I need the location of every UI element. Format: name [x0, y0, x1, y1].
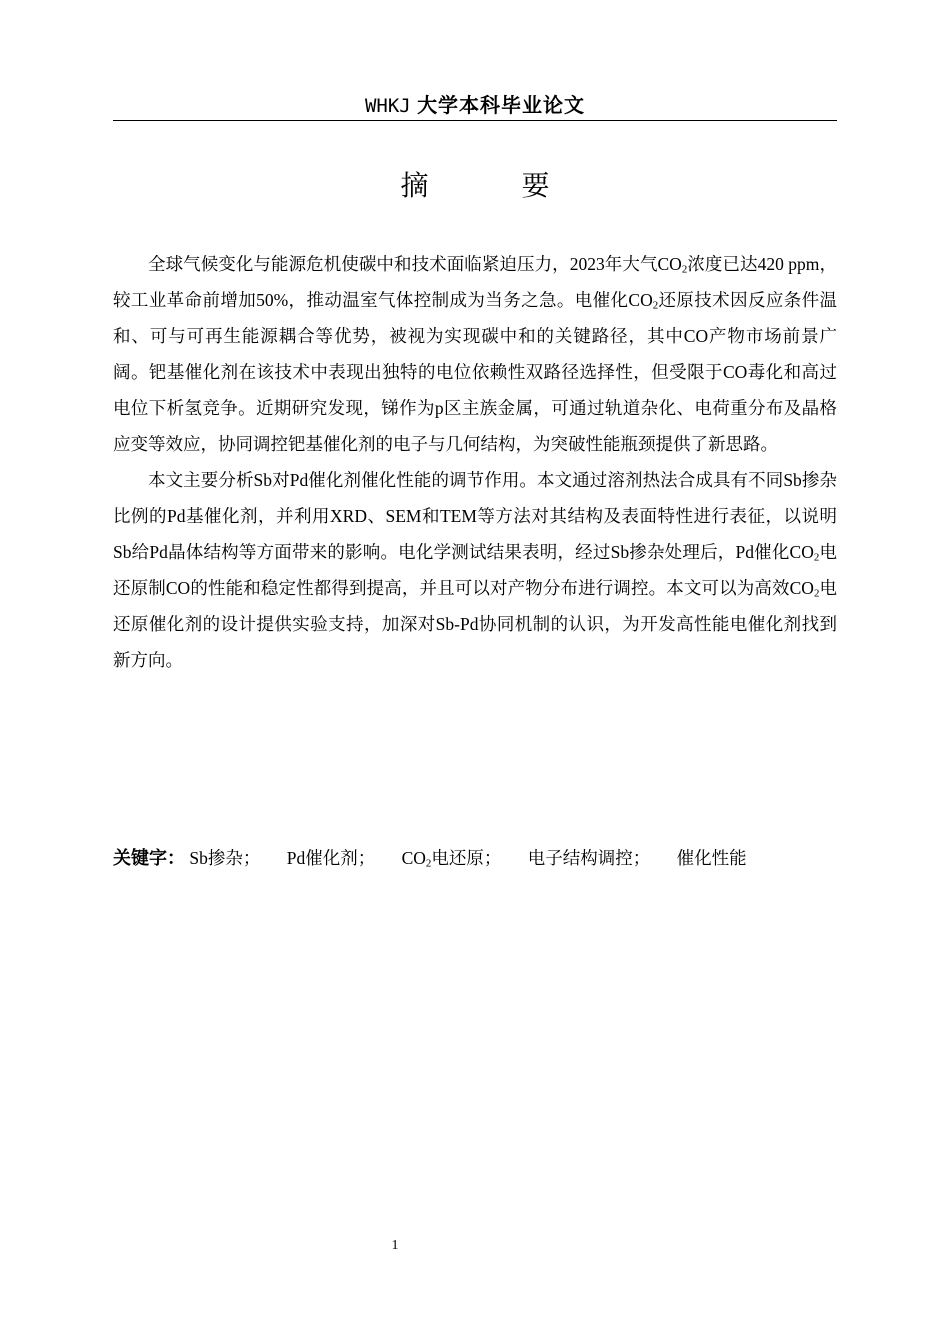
keywords-label: 关键字：: [113, 848, 185, 869]
abstract-paragraph-1: [113, 246, 837, 462]
abstract-p1-text-2: 浓度已达420 ppm，较工业革命前增加50%，推动温室气体控制成为当务之急。电催化CO: [113, 254, 837, 310]
subscript: 2: [425, 857, 432, 870]
keyword-3-pre: CO: [401, 848, 426, 868]
abstract-p1-text-1: 全球气候变化与能源危机使碳中和技术面临紧迫压力，2023年大气CO: [148, 254, 682, 274]
subscript: 2: [681, 263, 688, 276]
keyword-4: 电子结构调控；: [527, 848, 651, 868]
header-rule: [113, 120, 837, 121]
abstract-p1-text-3: 还原技术因反应条件温和、可与可再生能源耦合等优势，被视为实现碳中和的关键路径，其中CO产物市场前景广阔。钯基催化剂在该技术中表现出独特的电位依赖性双路径选择性，但受限于CO毒化和高过电位下析氢竞争。近期研究发现，锑作为p区主族金属，可通过轨道杂化、电荷重分布及晶格应变等效应，协同调控钯基催化剂的电子与几何结构，为突破性能瓶颈提供了新思路。: [113, 290, 838, 454]
subscript: 2: [813, 551, 820, 564]
header-title: 大学本科毕业论文: [417, 93, 586, 117]
running-header: [113, 92, 837, 119]
abstract-body: [113, 246, 837, 678]
abstract-p2-text-2: 电还原制CO的性能和稳定性都得到提高，并且可以对产物分布进行调控。本文可以为高效CO: [113, 542, 837, 598]
abstract-heading: 摘 要: [400, 169, 592, 202]
subscript: 2: [813, 587, 820, 600]
keyword-2: Pd催化剂；: [286, 848, 376, 868]
abstract-paragraph-2: [113, 462, 837, 678]
keyword-3-post: 电还原；: [431, 848, 502, 868]
header-university-code: WHKJ: [364, 95, 411, 117]
subscript: 2: [652, 299, 659, 312]
page-number: 1: [391, 1238, 399, 1253]
abstract-p2-text-1: 本文主要分析Sb对Pd催化剂催化性能的调节作用。本文通过溶剂热法合成具有不同Sb掺杂比例的Pd基催化剂，并利用XRD、SEM和TEM等方法对其结构及表面特性进行表征，以说明Sb给Pd晶体结构等方面带来的影响。电化学测试结果表明，经过Sb掺杂处理后，Pd催化CO: [113, 470, 837, 562]
keyword-1: Sb掺杂；: [189, 848, 261, 868]
keyword-3: [402, 848, 502, 868]
keywords-line: [113, 842, 837, 875]
keyword-5: 催化性能: [676, 848, 747, 868]
abstract-p2-text-3: 电还原催化剂的设计提供实验支持，加深对Sb-Pd协同机制的认识，为开发高性能电催化剂找到新方向。: [113, 578, 838, 670]
